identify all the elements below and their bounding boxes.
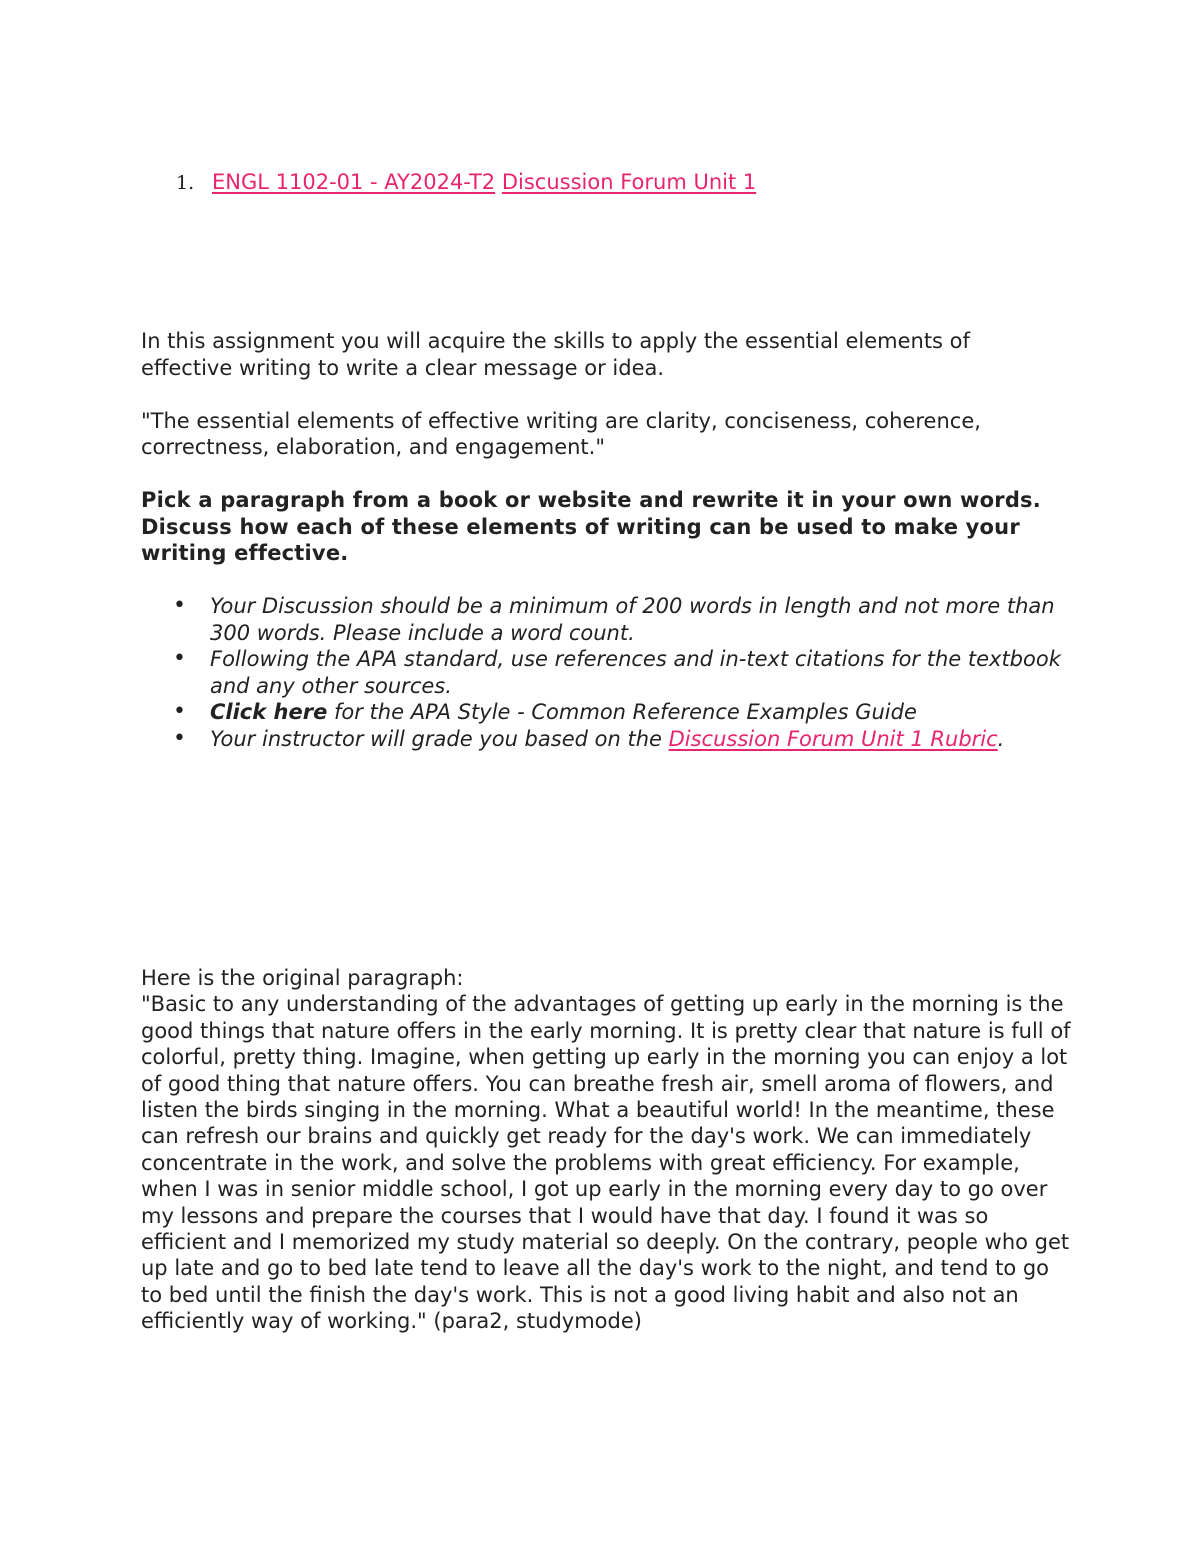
quote-paragraph: "The essential elements of effective writing are clarity, conciseness, coherence, correctness, elaboration, and engagement." <box>141 408 981 459</box>
grading-text: Your instructor will grade you based on the <box>210 726 669 751</box>
breadcrumb <box>176 166 756 199</box>
original-paragraph-section <box>141 965 1071 1335</box>
source-heading: Here is the original paragraph: <box>141 966 464 990</box>
apa-requirement: Following the APA standard, use references and in-text citations for the textbook and any other sources. <box>210 647 1061 698</box>
source-paragraph: "Basic to any understanding of the advantages of getting up early in the morning is the good things that nature offers in the early morning. It is pretty clear that nature is full of colorful, pretty thing. Imagine, when getting up early in the morning you can enjoy a lot of good thing that nature offers. You can breathe fresh air, smell aroma of flowers, and listen the birds singing in the morning. What a beautiful world! In the meantime, these can refresh our brains and quickly get ready for the day's work. We can immediately concentrate in the work, and solve the problems with great efficiency. For example, when I was in senior middle school, I got up early in the morning every day to go over my lessons and prepare the courses that I would have that day. I found it was so efficient and I memorized my study material so deeply. On the contrary, people who get up late and go to bed late tend to leave all the day's work to the night, and tend to go to bed until the finish the day's work. This is not a good living habit and also not an efficiently way of working." (para2, studymode) <box>141 992 1071 1334</box>
requirements-list <box>141 593 1061 752</box>
list-item <box>210 593 1061 646</box>
apa-guide-text: for the APA Style - Common Reference Examples Guide <box>327 700 917 724</box>
task-instructions: Pick a paragraph from a book or website and rewrite it in your own words. Discuss how each of these elements of writing can be used to make your writing effective. <box>141 488 1041 565</box>
click-here-link[interactable]: Click here <box>210 700 328 724</box>
rubric-link[interactable]: Discussion Forum Unit 1 Rubric <box>668 726 998 751</box>
word-count-requirement: Your Discussion should be a minimum of 200 words in length and not more than 300 words. Please include a word count. <box>210 594 1055 645</box>
list-number: 1. <box>176 172 195 194</box>
list-item <box>210 646 1061 699</box>
list-item <box>210 699 1061 726</box>
grading-period: . <box>997 726 1005 751</box>
course-link[interactable]: ENGL 1102-01 - AY2024-T2 <box>212 170 496 194</box>
list-item <box>210 726 1061 753</box>
assignment-description <box>141 328 1061 752</box>
intro-paragraph: In this assignment you will acquire the skills to apply the essential elements of effective writing to write a clear message or idea. <box>141 329 970 380</box>
forum-link[interactable]: Discussion Forum Unit 1 <box>501 170 757 194</box>
